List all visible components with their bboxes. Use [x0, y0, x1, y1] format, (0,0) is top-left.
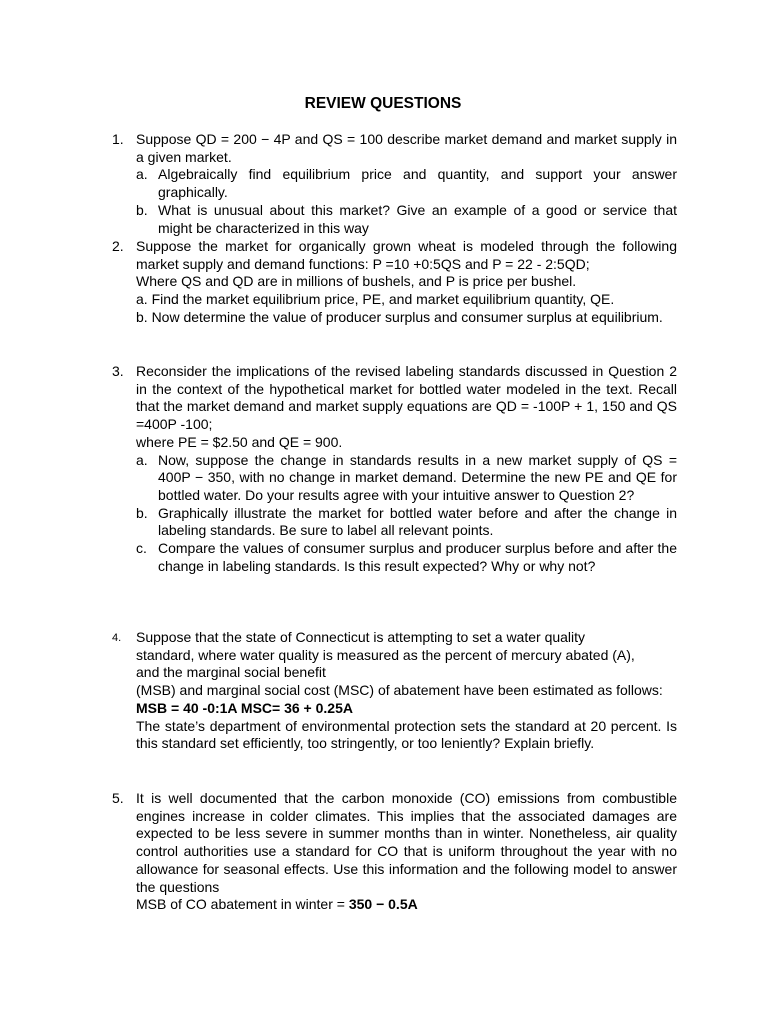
formula-label: MSB of CO abatement in winter =	[136, 896, 349, 913]
formula	[136, 700, 677, 718]
formula-text: 350 − 0.5A	[348, 896, 418, 913]
question-line: and the marginal social benefit	[136, 664, 326, 681]
sub-label: a.	[136, 166, 148, 183]
question-number: 2.	[112, 238, 124, 254]
formula-text: MSB = 40 -0:1A MSC= 36 + 0.25A	[136, 699, 353, 716]
question-5	[0, 790, 768, 914]
question-line: Where QS and QD are in millions of bushels, and P is price per bushel.	[136, 273, 577, 290]
sub-label: a.	[136, 451, 148, 468]
sub-question-b	[136, 505, 677, 540]
sub-text: Now, suppose the change in standards results in a new market supply of QS = 400P − 350, with no change in market demand. Determine the new PE and QE for bottled water. Do your results agree with your intuitive answer to Question 2?	[158, 451, 677, 503]
page-title: REVIEW QUESTIONS	[304, 95, 462, 112]
question-line: where PE = $2.50 and QE = 900.	[136, 433, 343, 450]
question-number: 5.	[112, 790, 124, 806]
question-text: It is well documented that the carbon monoxide (CO) emissions from combustible engines increase in colder climates. This implies that the associated damages are expected to be less severe in summer months than in winter. Nonetheless, air quality control authorities use a standard for CO that is uniform throughout the year with no allowance for seasonal effects. Use this information and the following model to answer the questions	[136, 790, 677, 895]
question-3	[0, 363, 768, 575]
question-2	[0, 238, 768, 327]
question-line: Suppose that the state of Connecticut is attempting to set a water quality	[136, 629, 586, 645]
sub-text: Algebraically find equilibrium price and quantity, and support your answer graphically.	[158, 166, 677, 201]
sub-question-c	[136, 540, 677, 575]
formula-line	[136, 896, 677, 914]
sub-label: b.	[136, 201, 148, 218]
question-text: Suppose the market for organically grown wheat is modeled through the following market supply and demand functions: P =10 +0:5QS and P = 22 - 2:5QD;	[136, 238, 677, 272]
question-line: (MSB) and marginal social cost (MSC) of abatement have been estimated as follows:	[136, 682, 663, 699]
sub-question-a	[136, 452, 677, 505]
question-text: Suppose QD = 200 − 4P and QS = 100 describe market demand and market supply in a given market.	[136, 131, 677, 165]
sub-question-b	[136, 202, 677, 237]
question-line: a. Find the market equilibrium price, PE, and market equilibrium quantity, QE.	[136, 291, 615, 308]
question-4	[0, 629, 768, 753]
sub-label: c.	[136, 540, 147, 557]
question-number: 3.	[112, 363, 124, 379]
question-line: standard, where water quality is measured as the percent of mercury abated (A),	[136, 646, 635, 663]
question-number: 4.	[112, 632, 122, 644]
sub-question-a	[136, 166, 677, 201]
question-text: The state’s department of environmental protection sets the standard at 20 percent. Is this standard set efficiently, too stringently, or too leniently? Explain briefly.	[136, 717, 677, 752]
question-text: Reconsider the implications of the revised labeling standards discussed in Question 2 in the context of the hypothetical market for bottled water modeled in the text. Recall that the market demand and market supply equations are QD = -100P + 1, 150 and QS =400P -100;	[136, 363, 677, 433]
sub-text: Compare the values of consumer surplus and producer surplus before and after the change in labeling standards. Is this result expected? Why or why not?	[158, 540, 677, 574]
sub-text: Graphically illustrate the market for bottled water before and after the change in labeling standards. Be sure to label all relevant points.	[158, 504, 677, 539]
sub-text: What is unusual about this market? Give an example of a good or service that might be characterized in this way	[158, 201, 677, 236]
question-line: b. Now determine the value of producer surplus and consumer surplus at equilibrium.	[136, 308, 663, 325]
question-number: 1.	[112, 131, 124, 147]
sub-label: b.	[136, 504, 148, 521]
question-1	[0, 131, 768, 237]
